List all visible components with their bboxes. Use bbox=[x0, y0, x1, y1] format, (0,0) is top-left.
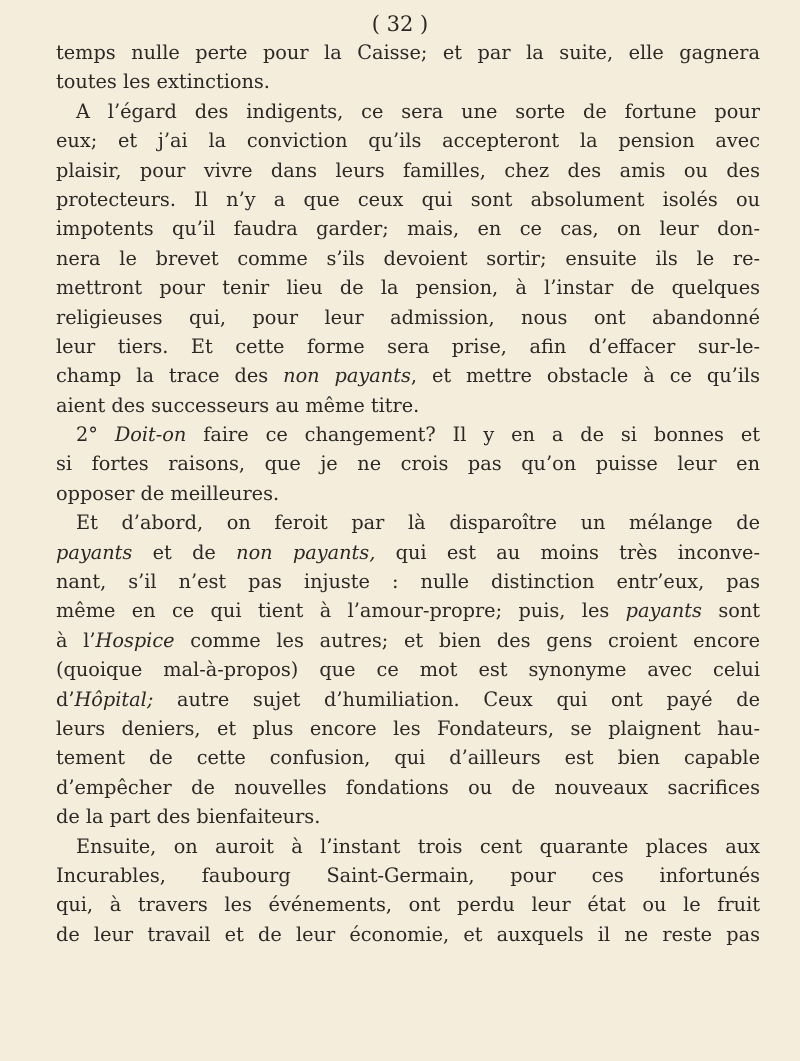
text-segment: Et d’abord, on feroit par là disparoître un mélange de bbox=[76, 511, 760, 535]
text-line bbox=[56, 67, 760, 96]
text-line bbox=[56, 420, 760, 449]
italic-text: Hôpital; bbox=[74, 687, 154, 711]
text-line bbox=[56, 156, 760, 185]
text-line bbox=[56, 273, 760, 302]
text-line bbox=[56, 832, 760, 861]
text-line bbox=[56, 391, 760, 420]
italic-text: payants bbox=[625, 599, 702, 623]
text-segment: Incurables, faubourg Saint-Germain, pour ces infortunés bbox=[56, 863, 760, 887]
text-segment: de leur travail et de leur économie, et auxquels il ne reste pas bbox=[56, 922, 760, 946]
text-segment: A l’égard des indigents, ce sera une sorte de fortune pour bbox=[76, 99, 760, 123]
italic-text: Hospice bbox=[95, 628, 175, 652]
text-line bbox=[56, 479, 760, 508]
text-line bbox=[56, 861, 760, 890]
text-segment: (quoique mal-à-propos) que ce mot est synonyme avec celui bbox=[56, 658, 760, 682]
text-segment: sont bbox=[701, 599, 760, 623]
text-line bbox=[56, 185, 760, 214]
text-segment: comme les autres; et bien des gens croient encore bbox=[174, 628, 760, 652]
text-segment: religieuses qui, pour leur admission, nous ont abandonné bbox=[56, 305, 760, 329]
text-segment: 2° bbox=[76, 423, 115, 447]
text-line bbox=[56, 449, 760, 478]
text-line bbox=[56, 596, 760, 625]
text-line bbox=[56, 303, 760, 332]
text-line bbox=[56, 655, 760, 684]
text-line bbox=[56, 126, 760, 155]
text-segment: protecteurs. Il n’y a que ceux qui sont absolument isolés ou bbox=[56, 187, 760, 211]
text-segment: de la part des bienfaiteurs. bbox=[56, 805, 321, 829]
text-segment: , et mettre obstacle à ce qu’ils bbox=[410, 364, 760, 388]
text-segment: qui, à travers les événements, ont perdu leur état ou le fruit bbox=[56, 893, 760, 917]
text-segment: autre sujet d’humiliation. Ceux qui ont payé de bbox=[153, 687, 760, 711]
text-line bbox=[56, 567, 760, 596]
text-segment: mettront pour tenir lieu de la pension, à l’instar de quelques bbox=[56, 276, 760, 300]
text-segment: Ensuite, on auroit à l’instant trois cent quarante places aux bbox=[76, 834, 760, 858]
body-text bbox=[56, 38, 760, 949]
text-line bbox=[56, 743, 760, 772]
text-segment: faire ce changement? Il y en a de si bonnes et bbox=[186, 423, 760, 447]
text-segment: eux; et j’ai la conviction qu’ils accepteront la pension avec bbox=[56, 129, 760, 153]
text-segment: si fortes raisons, que je ne crois pas qu’on puisse leur en bbox=[56, 452, 760, 476]
italic-text: payants bbox=[56, 540, 133, 564]
text-line bbox=[56, 685, 760, 714]
text-line bbox=[56, 508, 760, 537]
text-line bbox=[56, 773, 760, 802]
text-line bbox=[56, 802, 760, 831]
text-segment: d’ bbox=[56, 687, 75, 711]
text-segment: champ la trace des bbox=[56, 364, 284, 388]
text-segment: plaisir, pour vivre dans leurs familles, chez des amis ou des bbox=[56, 158, 760, 182]
text-line bbox=[56, 626, 760, 655]
text-segment: impotents qu’il faudra garder; mais, en ce cas, on leur don- bbox=[56, 217, 760, 241]
text-line bbox=[56, 890, 760, 919]
text-segment: temps nulle perte pour la Caisse; et par la suite, elle gagnera bbox=[56, 41, 760, 64]
italic-text: Doit-on bbox=[114, 423, 187, 447]
text-segment: nera le brevet comme s’ils devoient sortir; ensuite ils le re- bbox=[56, 246, 760, 270]
text-line bbox=[56, 38, 760, 67]
text-line bbox=[56, 361, 760, 390]
text-line bbox=[56, 97, 760, 126]
text-line bbox=[56, 920, 760, 949]
text-line bbox=[56, 538, 760, 567]
text-segment: à l’ bbox=[56, 628, 96, 652]
text-segment: et de bbox=[132, 540, 237, 564]
text-segment: leurs deniers, et plus encore les Fondateurs, se plaignent hau- bbox=[56, 716, 760, 740]
text-segment: opposer de meilleures. bbox=[56, 481, 280, 505]
text-line bbox=[56, 714, 760, 743]
text-line bbox=[56, 214, 760, 243]
text-line bbox=[56, 332, 760, 361]
text-segment: toutes les extinctions. bbox=[56, 70, 270, 94]
page-number: ( 32 ) bbox=[371, 12, 429, 36]
text-segment: tement de cette confusion, qui d’ailleurs est bien capable bbox=[56, 746, 760, 770]
italic-text: non payants bbox=[283, 364, 411, 388]
text-line bbox=[56, 244, 760, 273]
text-segment: d’empêcher de nouvelles fondations ou de nouveaux sacrifices bbox=[56, 775, 760, 799]
text-segment: même en ce qui tient à l’amour-propre; puis, les bbox=[56, 599, 626, 623]
text-segment: nant, s’il n’est pas injuste : nulle distinction entr’eux, pas bbox=[56, 570, 760, 594]
text-segment: leur tiers. Et cette forme sera prise, afin d’effacer sur-le- bbox=[56, 334, 760, 358]
italic-text: non payants, bbox=[236, 540, 376, 564]
text-segment: aient des successeurs au même titre. bbox=[56, 393, 420, 417]
text-segment: qui est au moins très inconve- bbox=[375, 540, 760, 564]
